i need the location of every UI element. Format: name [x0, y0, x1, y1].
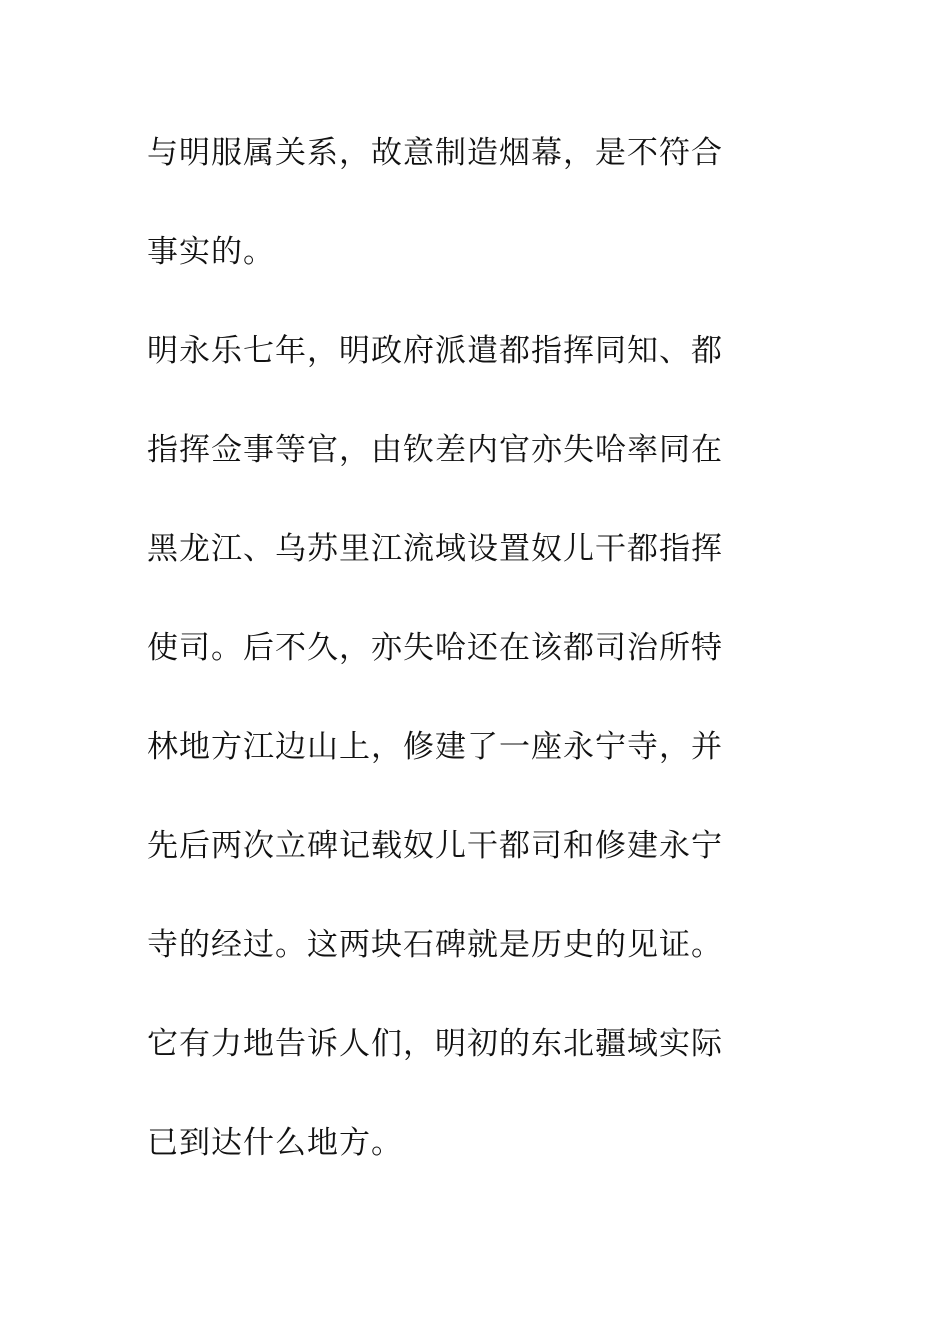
- text-line: 寺的经过。这两块石碑就是历史的见证。: [147, 927, 723, 963]
- text-line: 指挥佥事等官，由钦差内官亦失哈率同在: [147, 432, 723, 468]
- text-line: 明永乐七年，明政府派遣都指挥同知、都: [147, 333, 723, 369]
- text-line: 已到达什么地方。: [147, 1125, 403, 1161]
- text-line: 使司。后不久，亦失哈还在该都司治所特: [147, 630, 723, 666]
- body-text: [147, 126, 787, 1215]
- text-line: 黑龙江、乌苏里江流域设置奴儿干都指挥: [147, 531, 723, 567]
- text-line: 林地方江边山上，修建了一座永宁寺，并: [147, 729, 723, 765]
- text-line: 事实的。: [147, 234, 275, 270]
- text-line: 与明服属关系，故意制造烟幕，是不符合: [147, 135, 723, 171]
- text-line: 它有力地告诉人们，明初的东北疆域实际: [147, 1026, 723, 1062]
- text-line: 先后两次立碑记载奴儿干都司和修建永宁: [147, 828, 723, 864]
